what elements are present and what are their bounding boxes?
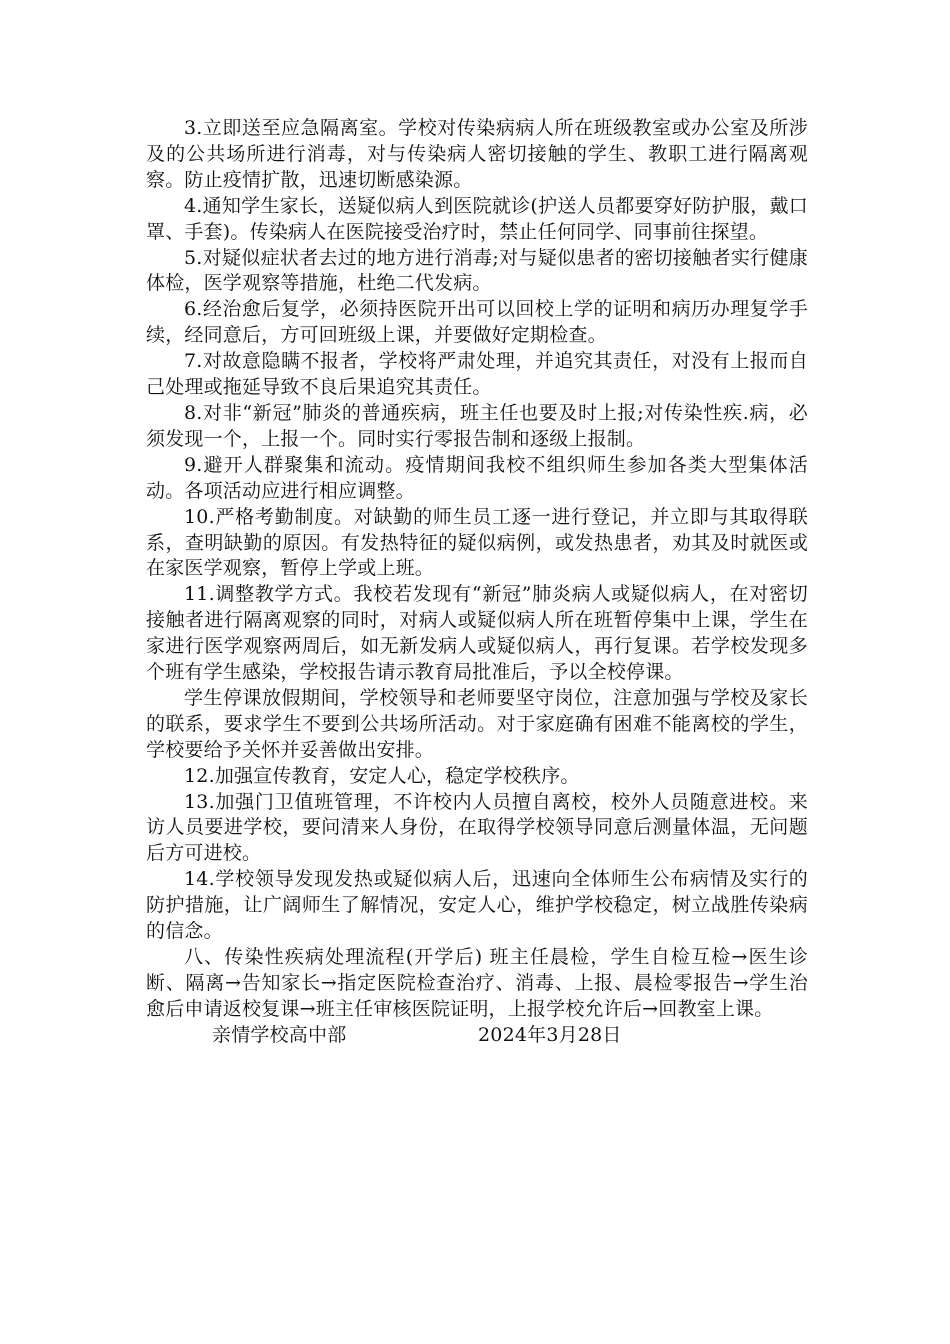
- paragraph-item-14-announcement: 14.学校领导发现发热或疑似病人后，迅速向全体师生公布病情及实行的防护措施，让广阔师生了解情况，安定人心，维护学校稳定，树立战胜传染病的信念。: [146, 868, 808, 943]
- paragraph-suspension-period: 学生停课放假期间，学校领导和老师要坚守岗位，注意加强与学校及家长的联系，要求学生不要到公共场所活动。对于家庭确有困难不能离校的学生，学校要给予关怀并妥善做出安排。: [146, 686, 808, 761]
- signature-organization: 亲情学校高中部: [212, 1023, 347, 1046]
- paragraph-item-13-gate-management: 13.加强门卫值班管理，不许校内人员擅自离校，校外人员随意进校。来访人员要进学校，要问清来人身份，在取得学校领导同意后测量体温，无问题后方可进校。: [146, 790, 808, 865]
- paragraph-item-10-attendance: 10.严格考勤制度。对缺勤的师生员工逐一进行登记，并立即与其取得联系，查明缺勤的原因。有发热特征的疑似病例，或发热患者，劝其及时就医或在家医学观察，暂停上学或上班。: [146, 505, 808, 580]
- paragraph-item-9-gatherings: 9.避开人群聚集和流动。疫情期间我校不组织师生参加各类大型集体活动。各项活动应进行相应调整。: [146, 453, 808, 502]
- paragraph-item-3-isolation: 3.立即送至应急隔离室。学校对传染病病人所在班级教室或办公室及所涉及的公共场所进行消毒，对与传染病人密切接触的学生、教职工进行隔离观察。防止疫情扩散，迅速切断感染源。: [146, 117, 808, 191]
- document-page: [146, 116, 808, 1049]
- paragraph-item-6-return-to-school: 6.经治愈后复学，必须持医院开出可以回校上学的证明和病历办理复学手续，经同意后，方可回班级上课，并要做好定期检查。: [146, 298, 808, 347]
- paragraph-item-4-notify-parents: 4.通知学生家长，送疑似病人到医院就诊(护送人员都要穿好防护服，戴口罩、手套)。传染病人在医院接受治疗时，禁止任何同学、同事前往探望。: [146, 194, 808, 243]
- paragraph-item-12-publicity: 12.加强宣传教育，安定人心，稳定学校秩序。: [184, 764, 580, 787]
- paragraph-item-5-disinfection: 5.对疑似症状者去过的地方进行消毒;对与疑似患者的密切接触者实行健康体检，医学观察等措施，杜绝二代发病。: [146, 246, 808, 295]
- paragraph-section-8-process-flow: 八、传染性疾病处理流程(开学后) 班主任晨检，学生自检互检→医生诊断、隔离→告知家长→指定医院检查治疗、消毒、上报、晨检零报告→学生治愈后申请返校复课→班主任审核医院证明，上报学校允许后→回教室上课。: [146, 946, 808, 1020]
- signature-line: [146, 1023, 808, 1049]
- signature-date: 2024年3月28日: [478, 1023, 622, 1046]
- paragraph-item-8-reporting: 8.对非“新冠”肺炎的普通疾病，班主任也要及时上报;对传染性疾.病，必须发现一个，上报一个。同时实行零报告制和逐级上报制。: [146, 401, 808, 450]
- paragraph-item-7-concealment: 7.对故意隐瞒不报者，学校将严肃处理，并追究其责任，对没有上报而自己处理或拖延导致不良后果追究其责任。: [146, 350, 808, 399]
- paragraph-item-11-teaching-mode: 11.调整教学方式。我校若发现有“新冠”肺炎病人或疑似病人，在对密切接触者进行隔离观察的同时，对病人或疑似病人所在班暂停集中上课，学生在家进行医学观察两周后，如无新发病人或疑似病人，再行复课。若学校发现多个班有学生感染，学校报告请示教育局批准后，予以全校停课。: [146, 583, 808, 684]
